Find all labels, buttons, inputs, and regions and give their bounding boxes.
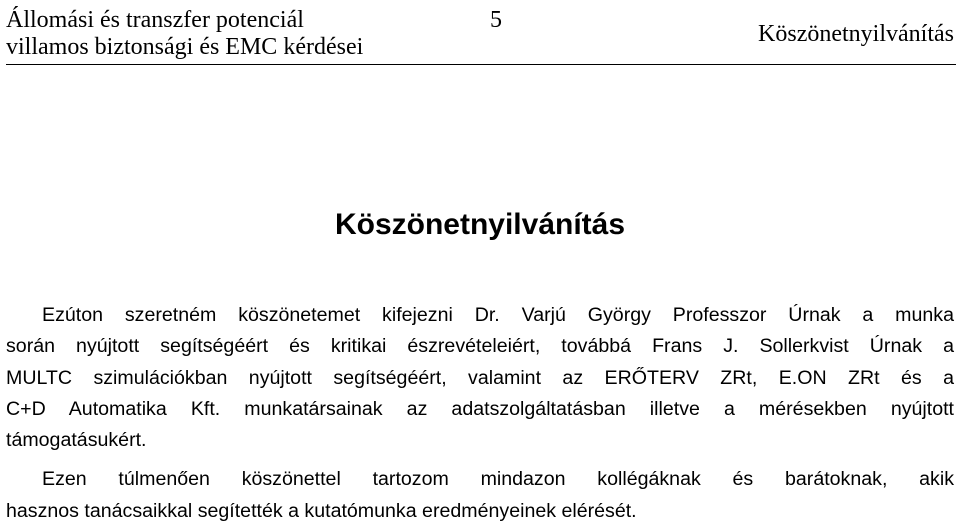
page-header bbox=[6, 2, 956, 65]
section-heading: Köszönetnyilvánítás bbox=[334, 208, 626, 241]
header-section-title: Köszönetnyilvánítás bbox=[758, 21, 954, 47]
text-line: támogatásukért. bbox=[6, 429, 147, 452]
text-line: Ezen túlmenően köszönettel tartozom mindazon kollégáknak és barátoknak, akik bbox=[42, 468, 954, 491]
text-line: hasznos tanácsaikkal segítették a kutatómunka eredményeinek elérését. bbox=[6, 499, 637, 522]
paragraph-2 bbox=[6, 464, 954, 527]
header-chapter-title bbox=[6, 7, 363, 61]
header-chapter-line-2: villamos biztonsági és EMC kérdései bbox=[6, 34, 364, 60]
header-chapter-line-1: Állomási és transzfer potenciál bbox=[6, 7, 304, 33]
page-number: 5 bbox=[490, 7, 502, 33]
text-line: Ezúton szeretném köszönetemet kifejezni Dr. Varjú György Professzor Úrnak a munka bbox=[42, 304, 954, 326]
text-line: C+D Automatika Kft. munkatársainak az adatszolgáltatásban illetve a mérésekben nyújtott bbox=[6, 397, 954, 420]
acknowledgement-text bbox=[6, 300, 954, 527]
paragraph-1 bbox=[6, 300, 954, 456]
text-line: MULTC szimulációkban nyújtott segítségéért, valamint az ERŐTERV ZRt, E.ON ZRt és a bbox=[6, 366, 954, 389]
text-line: során nyújtott segítségéért és kritikai észrevételeiért, továbbá Frans J. Sollerkvist Úrnak a bbox=[6, 335, 954, 358]
